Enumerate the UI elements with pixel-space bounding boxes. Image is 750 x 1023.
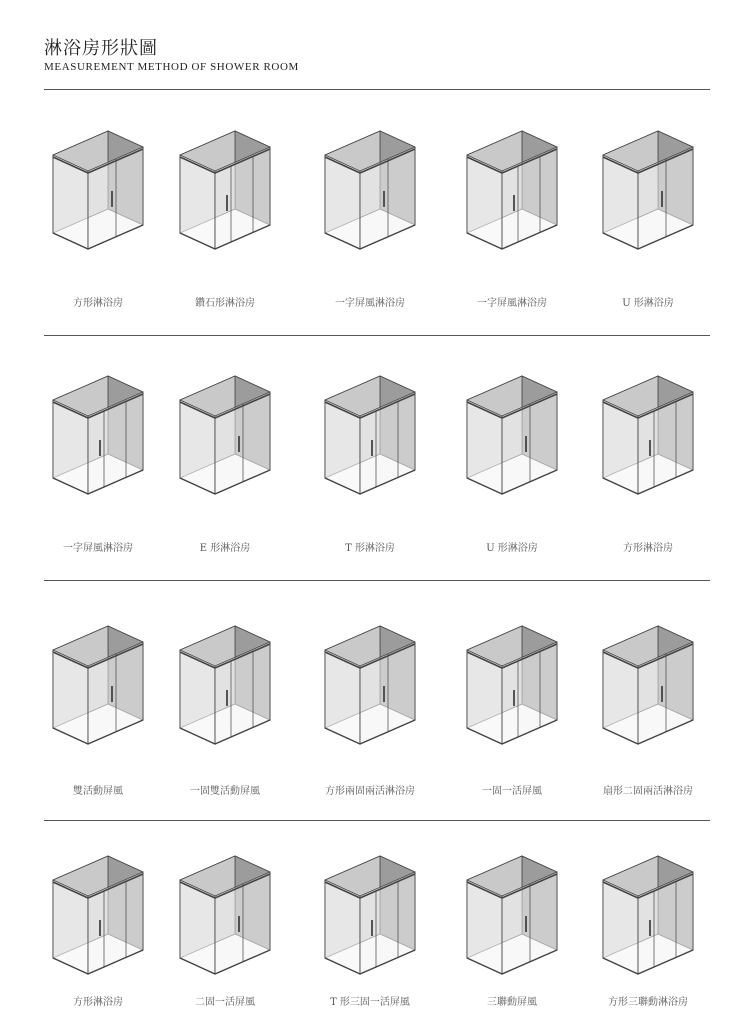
- fixed-double-sliding-screen-icon: [165, 620, 285, 750]
- shower-shape-label: 一固雙活動屏風: [190, 786, 260, 797]
- shower-shape-card: [452, 125, 572, 255]
- shower-shape-card: [165, 370, 285, 500]
- shower-shape-card: [165, 620, 285, 750]
- shower-shape-label: 扇形二固兩活淋浴房: [603, 786, 693, 797]
- shower-shape-label: T 形淋浴房: [345, 543, 395, 554]
- shower-shape-card: [452, 370, 572, 500]
- two-fixed-one-sliding-screen-icon: [165, 850, 285, 980]
- shower-shape-label: U 形淋浴房: [622, 298, 674, 309]
- square-shower-icon: [38, 125, 158, 255]
- shower-shape-label: 雙活動屏風: [73, 786, 123, 797]
- shower-shape-card: [588, 620, 708, 750]
- shower-shape-label: T 形三固一活屏風: [330, 997, 410, 1008]
- e-shape-shower-icon: [165, 370, 285, 500]
- shower-shape-label: 一字屏風淋浴房: [63, 543, 133, 554]
- shower-shape-label: 鑽石形淋浴房: [195, 298, 255, 309]
- shower-shape-label: 方形淋浴房: [73, 997, 123, 1008]
- shower-shape-card: [452, 850, 572, 980]
- shower-shape-label: 方形淋浴房: [73, 298, 123, 309]
- page-title: 淋浴房形狀圖: [44, 38, 158, 59]
- shower-shape-card: [38, 850, 158, 980]
- triple-linkage-screen-icon: [452, 850, 572, 980]
- t-shape-three-fixed-screen-icon: [310, 850, 430, 980]
- square-two-fixed-two-sliding-icon: [310, 620, 430, 750]
- diamond-shower-icon: [165, 125, 285, 255]
- divider: [44, 335, 710, 336]
- shower-shape-label: 三聯動屏風: [487, 997, 537, 1008]
- u-shape-shower-icon: [452, 370, 572, 500]
- straight-screen-shower-icon: [38, 370, 158, 500]
- shower-shape-card: [588, 370, 708, 500]
- shower-shape-card: [38, 125, 158, 255]
- u-shape-shower-icon: [588, 125, 708, 255]
- shower-shape-card: [310, 125, 430, 255]
- one-fixed-one-sliding-screen-icon: [452, 620, 572, 750]
- double-sliding-screen-icon: [38, 620, 158, 750]
- shower-shape-card: [38, 370, 158, 500]
- divider: [44, 580, 710, 581]
- shower-shape-card: [588, 850, 708, 980]
- straight-screen-shower-icon: [310, 125, 430, 255]
- divider: [44, 89, 710, 90]
- shower-shape-label: 方形淋浴房: [623, 543, 673, 554]
- quadrant-shower-icon: [588, 620, 708, 750]
- shower-shape-card: [310, 370, 430, 500]
- shower-shape-card: [165, 125, 285, 255]
- shower-shape-card: [588, 125, 708, 255]
- t-shape-shower-icon: [310, 370, 430, 500]
- shower-shape-card: [38, 620, 158, 750]
- shower-shape-card: [165, 850, 285, 980]
- shower-shape-card: [310, 850, 430, 980]
- shower-shape-card: [310, 620, 430, 750]
- shower-shape-label: 方形三聯動淋浴房: [608, 997, 688, 1008]
- shower-shape-label: E 形淋浴房: [199, 543, 251, 554]
- square-triple-linkage-shower-icon: [588, 850, 708, 980]
- divider: [44, 820, 710, 821]
- shower-shape-label: 二固一活屏風: [195, 997, 255, 1008]
- square-shower-icon: [588, 370, 708, 500]
- shower-shape-label: 方形兩固兩活淋浴房: [325, 786, 415, 797]
- shower-shape-label: 一字屏風淋浴房: [477, 298, 547, 309]
- shower-shape-card: [452, 620, 572, 750]
- square-shower-icon: [38, 850, 158, 980]
- shower-shape-label: U 形淋浴房: [486, 543, 538, 554]
- straight-screen-shower-icon: [452, 125, 572, 255]
- shower-shape-label: 一字屏風淋浴房: [335, 298, 405, 309]
- page-subtitle: MEASUREMENT METHOD OF SHOWER ROOM: [44, 61, 299, 73]
- shower-shape-label: 一固一活屏風: [482, 786, 542, 797]
